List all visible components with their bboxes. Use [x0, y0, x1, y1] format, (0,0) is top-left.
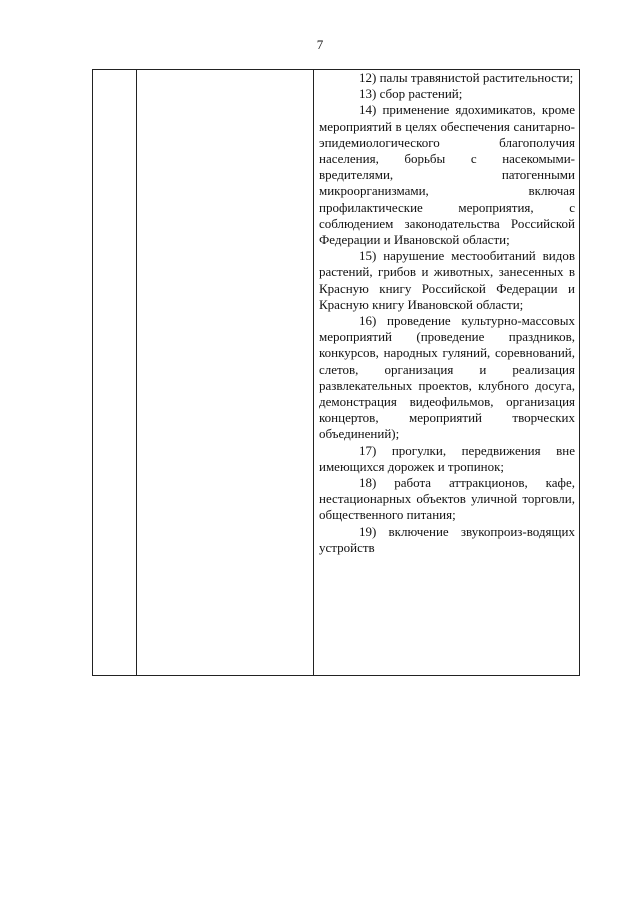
restrictions-text: [314, 70, 579, 556]
table-cell-number: [93, 70, 137, 676]
restriction-item-16: 16) проведение культурно-массовых мероприятий (проведение праздников, конкурсов, народных гуляний, соревнований, слетов, организация и реализация развлекательных проектов, клубного досуга, демонстрация видеофильмов, организация концертов, мероприятий творческих объединений);: [319, 313, 575, 442]
restriction-item-14: 14) применение ядохимикатов, кроме мероприятий в целях обеспечения санитарно-эпидемиологического благополучия населения, борьбы с насекомыми-вредителями, патогенными микроорганизмами, включая профилактические мероприятия, с соблюдением законодательства Российской Федерации и Ивановской области;: [319, 102, 575, 248]
restriction-item-19: 19) включение звукопроиз-водящих устройств: [319, 523, 575, 555]
table-cell-restrictions: [314, 70, 580, 676]
restriction-item-17: 17) прогулки, передвижения вне имеющихся дорожек и тропинок;: [319, 442, 575, 474]
table-row: [93, 70, 580, 676]
restriction-item-15: 15) нарушение местообитаний видов растений, грибов и животных, занесенных в Красную книгу Российской Федерации и Красную книгу Ивановской области;: [319, 248, 575, 312]
page-number: 7: [316, 37, 324, 52]
table-cell-name: [137, 70, 314, 676]
restriction-item-12: 12) палы травянистой растительности;: [359, 70, 574, 85]
restriction-item-13: 13) сбор растений;: [359, 86, 463, 102]
restrictions-table: [92, 69, 580, 676]
restriction-item-18: 18) работа аттракционов, кафе, нестационарных объектов уличной торговли, общественного питания;: [319, 475, 575, 523]
